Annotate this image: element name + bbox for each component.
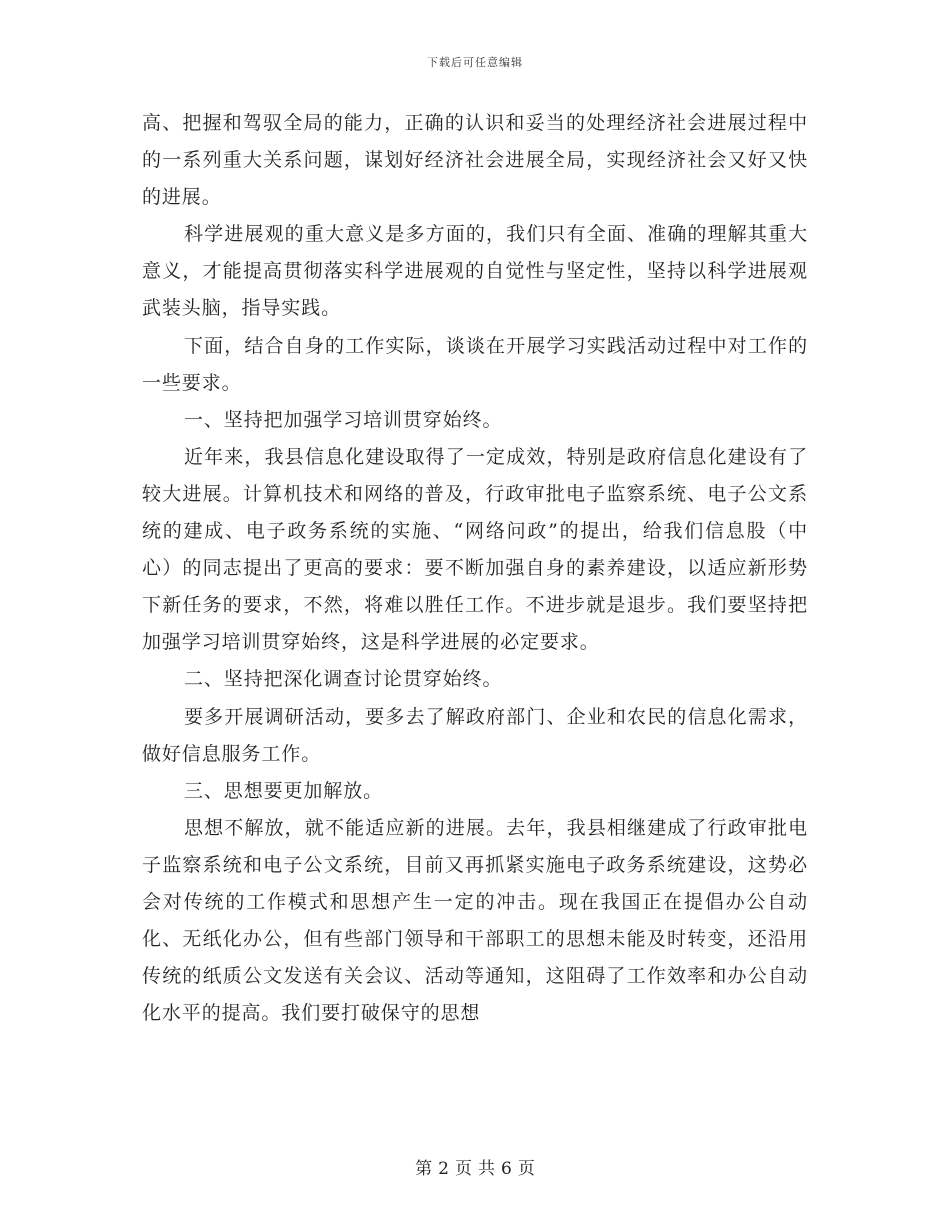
paragraph: 近年来，我县信息化建设取得了一定成效，特别是政府信息化建设有了较大进展。计算机技术和网络的普及，行政审批电子监察系统、电子公文系统的建成、电子政务系统的实施、“网络问政”的提出，给我们信息股（中心）的同志提出了更高的要求：要不断加强自身的素养建设，以适应新形势下新任务的要求，不然，将难以胜任工作。不进步就是退步。我们要坚持把加强学习培训贯穿始终，这是科学进展的必定要求。 <box>142 445 808 654</box>
paragraph: 要多开展调研活动，要多去了解政府部门、企业和农民的信息化需求，做好信息服务工作。 <box>142 705 808 765</box>
section-heading: 二、坚持把深化调查讨论贯穿始终。 <box>184 668 503 691</box>
paragraph: 下面，结合自身的工作实际，谈谈在开展学习实践活动过程中对工作的一些要求。 <box>142 334 808 394</box>
footer-page-word: 页 <box>455 1159 472 1179</box>
paragraph: 思想不解放，就不能适应新的进展。去年，我县相继建成了行政审批电子监察系统和电子公文系统，目前又再抓紧实施电子政务系统建设，这势必会对传统的工作模式和思想产生一定的冲击。现在我国正在提倡办公自动化、无纸化办公，但有些部门领导和干部职工的思想未能及时转变，还沿用传统的纸质公文发送有关会议、活动等通知，这阻碍了工作效率和办公自动化水平的提高。我们要打破保守的思想 <box>142 816 808 1025</box>
page-header-note: 下载后可任意编辑 <box>427 56 523 69</box>
paragraph: 科学进展观的重大意义是多方面的，我们只有全面、准确的理解其重大意义，才能提高贯彻落实科学进展观的自觉性与坚定性，坚持以科学进展观武装头脑，指导实践。 <box>142 223 808 320</box>
footer-suffix: 页 <box>517 1159 535 1179</box>
footer-total-word: 共 <box>478 1159 495 1179</box>
section-heading: 一、坚持把加强学习培训贯穿始终。 <box>184 408 503 431</box>
current-page-number: 2 <box>438 1159 449 1179</box>
footer-prefix: 第 <box>415 1159 433 1179</box>
page-footer <box>0 1154 950 1179</box>
document-body <box>142 105 808 1032</box>
paragraph-continuation: 高、把握和驾驭全局的能力，正确的认识和妥当的处理经济社会进展过程中的一系列重大关系问题，谋划好经济社会进展全局，实现经济社会又好又快的进展。 <box>142 112 808 209</box>
total-pages-number: 6 <box>501 1159 512 1179</box>
section-heading: 三、思想要更加解放。 <box>184 779 384 802</box>
